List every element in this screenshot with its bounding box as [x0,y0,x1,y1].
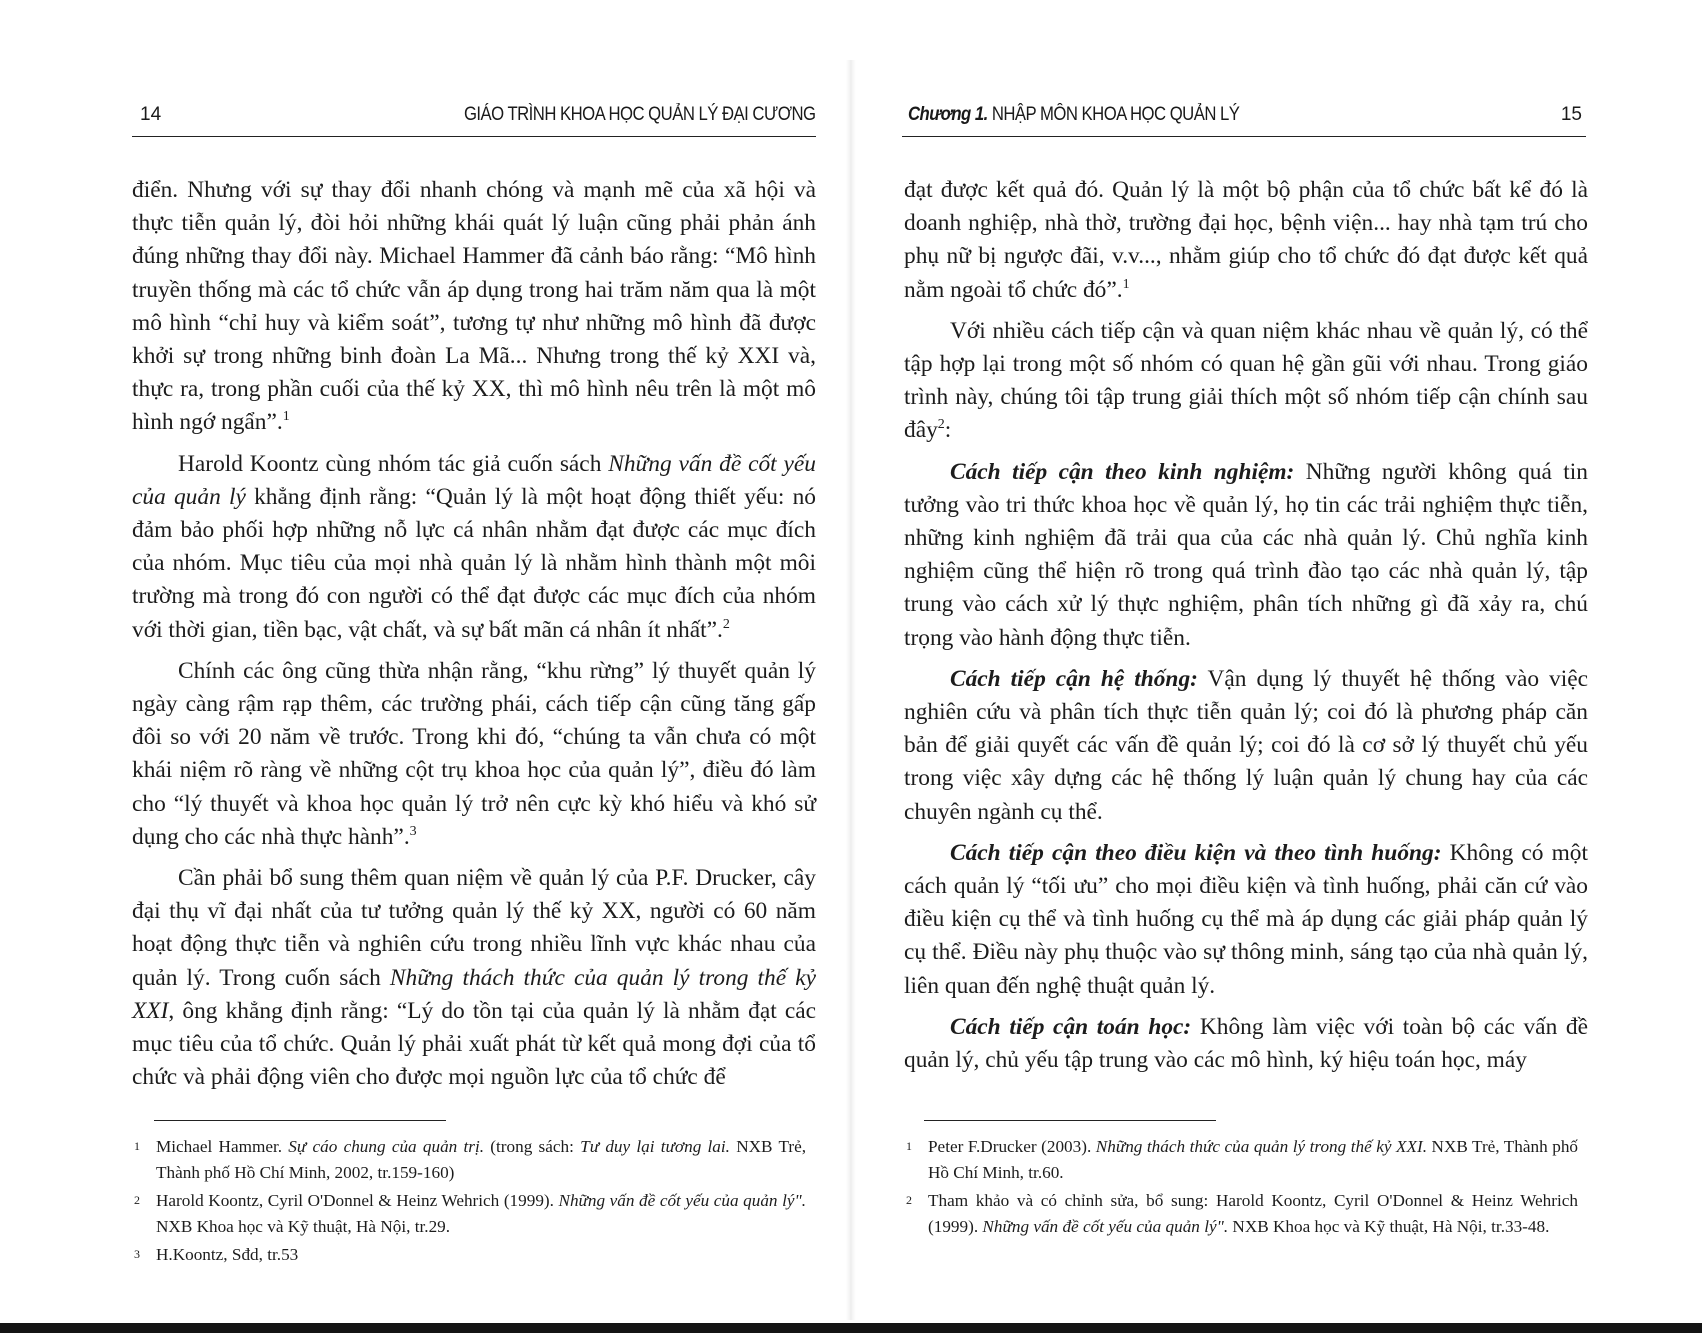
page-number: 14 [140,104,162,125]
footnote-divider [924,1120,1216,1121]
footnote-ref: 3 [409,824,417,840]
footnote: 1 Peter F.Drucker (2003). Những thách thức của quản lý trong thế kỷ XXI. NXB Trẻ, Thành phố Hồ Chí Minh, tr.60. [906,1134,1578,1185]
footnote-number: 1 [906,1139,912,1153]
paragraph: Cần phải bổ sung thêm quan niệm về quản lý của P.F. Drucker, cây đại thụ vĩ đại nhất của tư tưởng quản lý thế kỷ XX, người có 60 năm hoạt động thực tiễn và nghiên cứu trong nhiều lĩnh vực khác nhau của quản lý. Trong cuốn sách Những thách thức của quản lý trong thế kỷ XXI, ông khẳng định rằng: “Lý do tồn tại của quản lý là nhằm đạt các mục tiêu của tổ chức. Quản lý phải xuất phát từ kết quả mong đợi của tổ chức và phải động viên cho được mọi nguồn lực của tổ chức để [132,865,816,1091]
paragraph: điển. Nhưng với sự thay đổi nhanh chóng và mạnh mẽ của xã hội và thực tiễn quản lý, đòi hỏi những khái quát lý luận cũng phải phản ánh đúng những thay đổi này. Michael Hammer đã cảnh báo rằng: “Mô hình truyền thống mà các tổ chức vẫn áp dụng trong hai trăm năm qua là một mô hình “chỉ huy và kiểm soát”, tương tự như những mô hình đã được khởi sự trong những binh đoàn La Mã... Nhưng trong thế kỷ XXI và, thực ra, trong phần cuối của thế kỷ XX, thì mô hình nêu trên là một mô hình ngớ ngẩn”.$^1$ [132,177,816,436]
footnote: 2 Tham khảo và có chỉnh sửa, bổ sung: Harold Koontz, Cyril O'Donnel & Heinz Wehrich (1999). Những vấn đề cốt yếu của quản lý". NXB Khoa học và Kỹ thuật, Hà Nội, tr.33-48. [906,1188,1578,1239]
chapter-title: Chương 1. NHẬP MÔN KHOA HỌC QUẢN LÝ [908,104,1240,125]
approach-paragraph: Cách tiếp cận toán học: Không làm việc với toàn bộ các vấn đề quản lý, chủ yếu tập trung vào các mô hình, ký hiệu toán học, máy [904,1013,1588,1074]
book-title-citation: Những thách thức của quản lý trong thế kỷ XXI [132,964,816,1024]
left-page [0,0,850,1320]
footnote-ref: 2 [937,417,945,433]
approach-heading: Cách tiếp cận theo kinh nghiệm: [950,458,1295,485]
running-header [132,98,816,137]
paragraph: Harold Koontz cùng nhóm tác giả cuốn sách Những vấn đề cốt yếu của quản lý khẳng định rằng: “Quản lý là một hoạt động thiết yếu: nó đảm bảo phối hợp những nỗ lực cá nhân nhằm đạt được các mục đích của nhóm. Mục tiêu của mọi nhà quản lý là nhằm hình thành một môi trường mà trong đó con người có thể đạt được các mục đích của nhóm với thời gian, tiền bạc, vật chất, và sự bất mãn cá nhân ít nhất”.$^2$ [132,450,816,643]
footnote-number: 1 [134,1139,140,1153]
book-title: GIÁO TRÌNH KHOA HỌC QUẢN LÝ ĐẠI CƯƠNG [464,104,816,125]
footnote-ref: 1 [282,409,290,425]
chapter-label: Chương 1. [908,104,988,125]
approach-paragraph: Cách tiếp cận theo điều kiện và theo tình huống: Không có một cách quản lý “tối ưu” cho mọi điều kiện và tình huống, phải căn cứ vào điều kiện cụ thể và tình huống cụ thể mà áp dụng các giải pháp quản lý cụ thể. Điều này phụ thuộc vào sự thông minh, sáng tạo của nhà quản lý, liên quan đến nghệ thuật quản lý. [904,839,1588,999]
footnotes [134,1134,806,1271]
footnote-divider [154,1120,446,1121]
approach-paragraph: Cách tiếp cận theo kinh nghiệm: Những người không quá tin tưởng vào tri thức khoa học về quản lý, họ tin các trải nghiệm thực tiễn, những kinh nghiệm đã trải qua của các nhà quản lý. Chủ nghĩa kinh nghiệm cũng thể hiện rõ trong quá trình đào tạo các nhà quản lý, tập trung vào cách xử lý thực nghiệm, phân tích những gì đã xảy ra, chú trọng vào hành động thực tiễn. [904,458,1588,651]
right-page [852,0,1702,1320]
footnote-ref: 1 [1122,276,1130,292]
paragraph: Với nhiều cách tiếp cận và quan niệm khác nhau về quản lý, có thể tập hợp lại trong một số nhóm có quan hệ gần gũi với nhau. Trong giáo trình này, chúng tôi tập trung giải thích một số nhóm tiếp cận chính sau đây$^2$: [904,317,1588,444]
approach-heading: Cách tiếp cận theo điều kiện và theo tình huống: [950,839,1442,866]
footnote-number: 3 [134,1247,140,1261]
footnotes [906,1134,1578,1242]
footnote: 2 Harold Koontz, Cyril O'Donnel & Heinz Wehrich (1999). Những vấn đề cốt yếu của quản lý". NXB Khoa học và Kỹ thuật, Hà Nội, tr.29. [134,1188,806,1239]
approach-heading: Cách tiếp cận hệ thống: [950,665,1198,692]
page-number: 15 [1560,104,1582,125]
paragraph: đạt được kết quả đó. Quản lý là một bộ phận của tổ chức bất kể đó là doanh nghiệp, nhà thờ, trường đại học, bệnh viện... hay nhà tạm trú cho phụ nữ bị ngược đãi, v.v..., nhằm giúp cho tổ chức đó đạt được kết quả nằm ngoài tổ chức đó”.$^1$ [904,177,1588,303]
body-text [132,174,816,1102]
approach-paragraph: Cách tiếp cận hệ thống: Vận dụng lý thuyết hệ thống vào việc nghiên cứu và phân tích thực tiễn quản lý; coi đó là phương pháp căn bản để giải quyết các vấn đề quản lý; coi đó là cơ sở lý thuyết chủ yếu trong việc xây dựng các hệ thống lý luận quản lý chung hay của các chuyên ngành cụ thể. [904,665,1589,825]
footnote: 3 H.Koontz, Sđd, tr.53 [134,1242,806,1268]
approach-heading: Cách tiếp cận toán học: [950,1013,1192,1040]
paragraph: Chính các ông cũng thừa nhận rằng, “khu rừng” lý thuyết quản lý ngày càng rậm rạp thêm, các trường phái, cách tiếp cận cũng tăng gấp đôi so với 20 năm về trước. Trong khi đó, “chúng ta vẫn chưa có một khái niệm rõ ràng về những cột trụ khoa học của quản lý”, điều đó làm cho “lý thuyết và khoa học quản lý trở nên cực kỳ khó hiểu và khó sử dụng cho các nhà thực hành”.$^3$ [132,657,816,850]
footnote: 1 Michael Hammer. Sự cáo chung của quản trị. (trong sách: Tư duy lại tương lai. NXB Trẻ, Thành phố Hồ Chí Minh, 2002, tr.159-160) [134,1134,806,1185]
footnote-number: 2 [906,1193,912,1207]
running-header [902,98,1586,137]
scan-edge [0,1323,1702,1333]
book-title-citation: Những vấn đề cốt yếu của quản lý [132,450,816,510]
footnote-number: 2 [134,1193,140,1207]
footnote-ref: 2 [722,616,730,632]
body-text [904,174,1588,1085]
